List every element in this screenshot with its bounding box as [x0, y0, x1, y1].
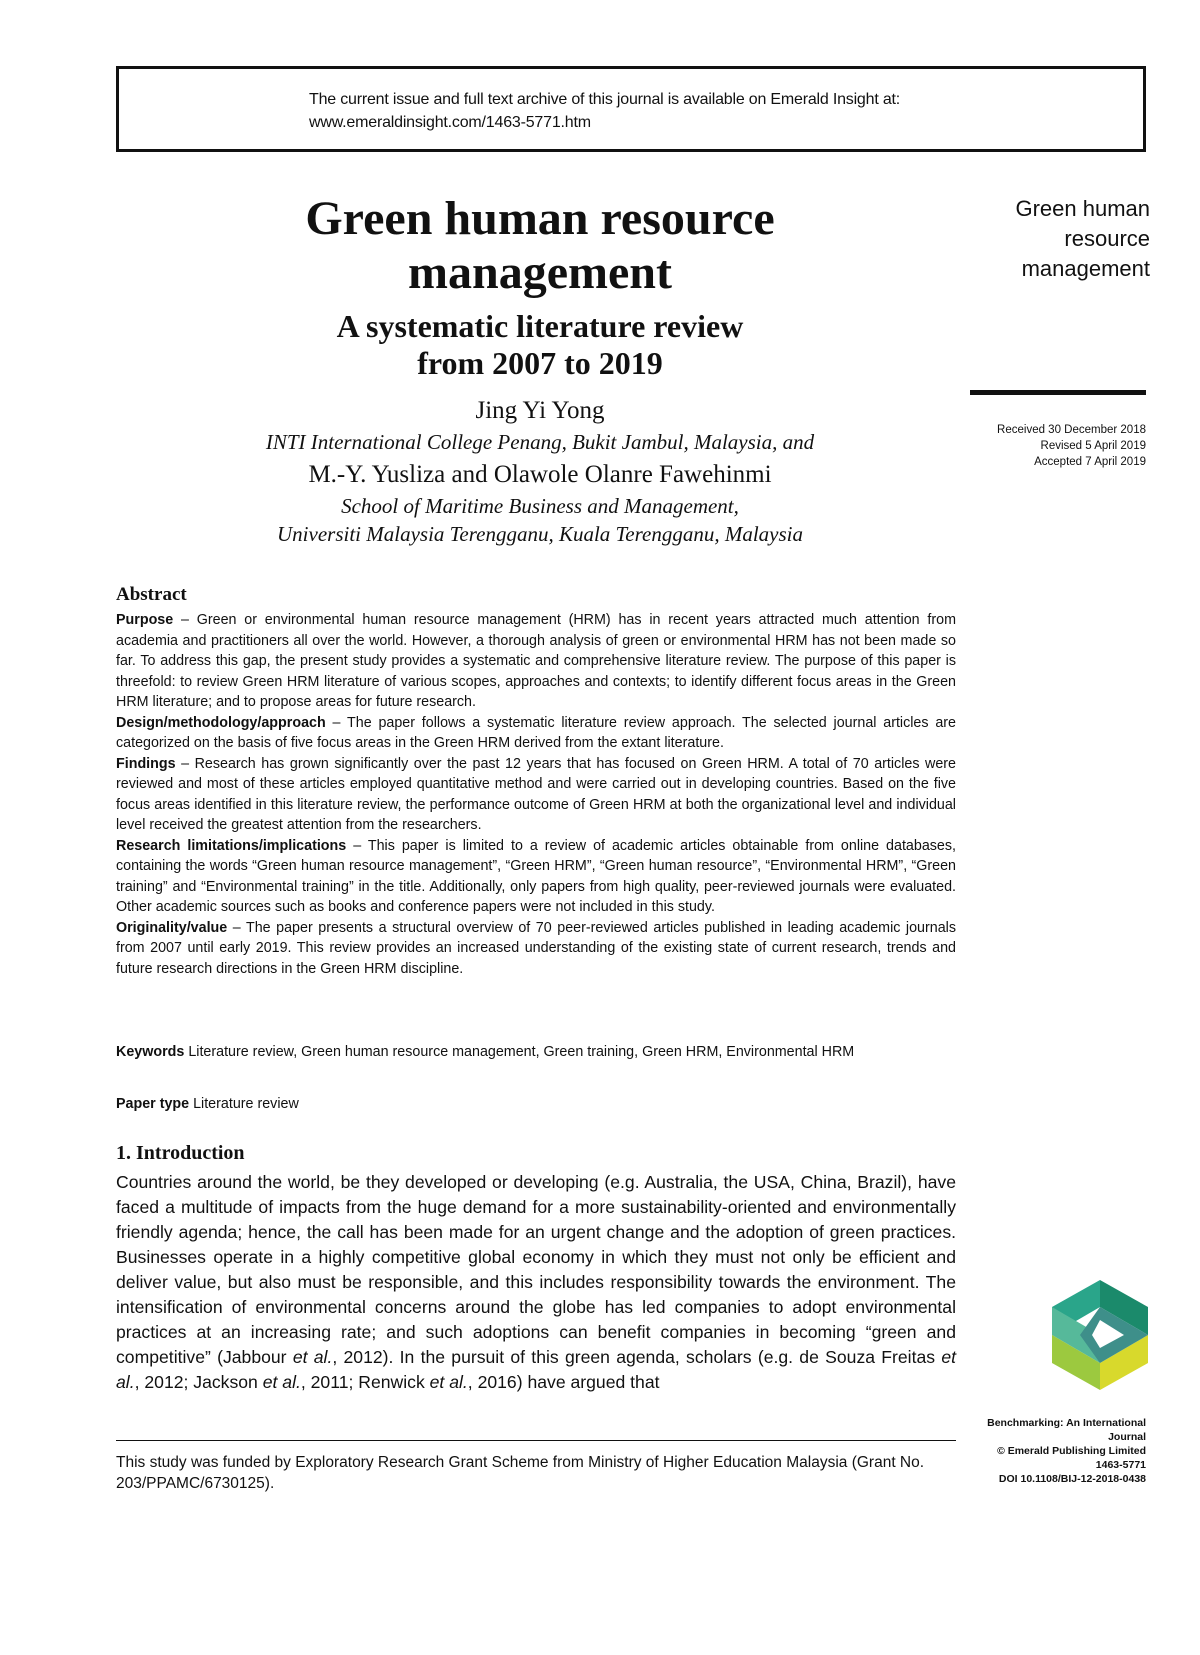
abstract-findings — [116, 754, 956, 836]
limitations-label: Research limitations/implications — [116, 837, 347, 854]
intro-text-1: Countries around the world, be they developed or developing (e.g. Australia, the USA, China, Brazil), have faced a multitude of impacts from the huge demand for a more sustainability-oriented and environmentally friendly agenda; hence, the call has been made for an urgent change and the adoption of green practices. Businesses operate in a highly competitive global economy in which they must not only be efficient and deliver value, but also must be responsible, and this includes responsibility towards the environment. The intensification of environmental concerns around the globe has led companies to adopt environmental practices at an increasing rate; and such adoptions can benefit companies in becoming “green and competitive” (Jabbour — [116, 1172, 956, 1367]
et-al-4: et al. — [429, 1372, 468, 1392]
intro-text-2: , 2012). In the pursuit of this green agenda, scholars (e.g. de Souza Freitas — [332, 1347, 942, 1367]
running-head-line-1: Green human — [1015, 196, 1150, 221]
footnote-rule — [116, 1440, 956, 1441]
article-dates — [997, 422, 1146, 470]
design-text: – The paper follows a systematic literature review approach. The selected journal articles are categorized on the basis of five focus areas in the Green HRM derived from the extant literature. — [116, 714, 956, 751]
running-head-line-2: resource — [1064, 226, 1150, 251]
keywords-label: Keywords — [116, 1044, 185, 1060]
author-2: M.-Y. Yusliza and Olawole Olanre Fawehinmi — [308, 461, 772, 488]
running-head-line-3: management — [1021, 256, 1150, 281]
journal-info — [987, 1416, 1146, 1486]
abstract-body — [116, 610, 956, 979]
et-al-2: et al. — [116, 1347, 957, 1392]
journal-notice-box — [116, 66, 1146, 152]
intro-text-3: , 2012; Jackson — [134, 1372, 263, 1392]
paper-subtitle — [150, 308, 930, 382]
findings-text: – Research has grown significantly over the past 12 years that has focused on Green HRM. A total of 70 articles were reviewed and most of these articles employed quantitative method and were carried out in developing countries. Based on the five focus areas identified in this literature review, the performance outcome of Green HRM at both the organizational level and individual level received the greatest attention from the researchers. — [116, 755, 956, 833]
et-al-3: et al. — [262, 1372, 301, 1392]
running-head — [950, 194, 1150, 284]
paper-type — [116, 1094, 956, 1115]
paper-type-label: Paper type — [116, 1096, 190, 1112]
limitations-text: – This paper is limited to a review of academic articles obtainable from online databases, containing the words “Green human resource management”, “Green HRM”, “Green human resource”, “Environmental HRM”, “Green training” and “Environmental training” in the title. Additionally, only papers from high quality, peer-reviewed journals were evaluated. Other academic sources such as books and conference papers were not included in this study. — [116, 837, 956, 915]
subtitle-line-2: from 2007 to 2019 — [417, 345, 663, 381]
emerald-logo-icon — [1052, 1280, 1148, 1390]
paper-title — [150, 192, 930, 300]
abstract-originality — [116, 918, 956, 980]
affiliation-2b: Universiti Malaysia Terengganu, Kuala Terengganu, Malaysia — [277, 522, 803, 546]
intro-text-4: , 2011; Renwick — [300, 1372, 430, 1392]
copyright: © Emerald Publishing Limited — [997, 1445, 1146, 1457]
affiliation-2a: School of Maritime Business and Management, — [341, 494, 739, 518]
paper-type-text: Literature review — [189, 1096, 299, 1112]
subtitle-line-1: A systematic literature review — [336, 308, 744, 344]
introduction-paragraph — [116, 1170, 956, 1395]
abstract-heading: Abstract — [116, 584, 187, 605]
abstract-design — [116, 713, 956, 754]
originality-text: – The paper presents a structural overview of 70 peer-reviewed articles published in leading academic journals from 2007 until early 2019. This review provides an increased understanding of the existing state of current research, trends and future research directions in the Green HRM discipline. — [116, 919, 956, 977]
design-label: Design/methodology/approach — [116, 714, 326, 731]
et-al-1: et al. — [292, 1347, 333, 1367]
date-revised: Revised 5 April 2019 — [1040, 440, 1146, 452]
abstract-limitations — [116, 836, 956, 918]
doi[interactable]: DOI 10.1108/BIJ-12-2018-0438 — [998, 1473, 1146, 1485]
keywords — [116, 1042, 956, 1063]
affiliation-1: INTI International College Penang, Bukit Jambul, Malaysia, and — [265, 430, 815, 454]
date-received: Received 30 December 2018 — [997, 424, 1146, 436]
journal-name-2: Journal — [1108, 1431, 1146, 1443]
originality-label: Originality/value — [116, 919, 228, 936]
date-accepted: Accepted 7 April 2019 — [1034, 456, 1146, 468]
author-1: Jing Yi Yong — [475, 397, 605, 424]
notice-url[interactable]: www.emeraldinsight.com/1463-5771.htm — [309, 114, 591, 131]
journal-name: Benchmarking: An International — [987, 1417, 1146, 1429]
title-line-1: Green human resource — [305, 192, 775, 245]
running-head-rule — [970, 390, 1146, 395]
findings-label: Findings — [116, 755, 176, 772]
title-line-2: management — [408, 246, 672, 299]
issn: 1463-5771 — [1095, 1459, 1146, 1471]
purpose-label: Purpose — [116, 612, 174, 628]
abstract-purpose — [116, 610, 956, 713]
funding-footnote: This study was funded by Exploratory Research Grant Scheme from Ministry of Higher Education Malaysia (Grant No. 203/PPAMC/6730125). — [116, 1454, 925, 1492]
section-heading-introduction: 1. Introduction — [116, 1142, 245, 1164]
intro-text-5: , 2016) have argued that — [467, 1372, 660, 1392]
notice-line-1: The current issue and full text archive of this journal is available on Emerald Insight at: — [309, 91, 901, 108]
purpose-text: – Green or environmental human resource management (HRM) has in recent years attracted much attention from academia and practitioners all over the world. However, a thorough analysis of green or environmental HRM has not been made so far. To address this gap, the present study provides a systematic and comprehensive literature review. The purpose of this paper is threefold: to review Green HRM literature of various scopes, approaches and contexts; to identify different focus areas in the Green HRM literature; and to propose areas for future research. — [116, 612, 956, 710]
keywords-text: Literature review, Green human resource management, Green training, Green HRM, Environmental HRM — [184, 1044, 855, 1060]
